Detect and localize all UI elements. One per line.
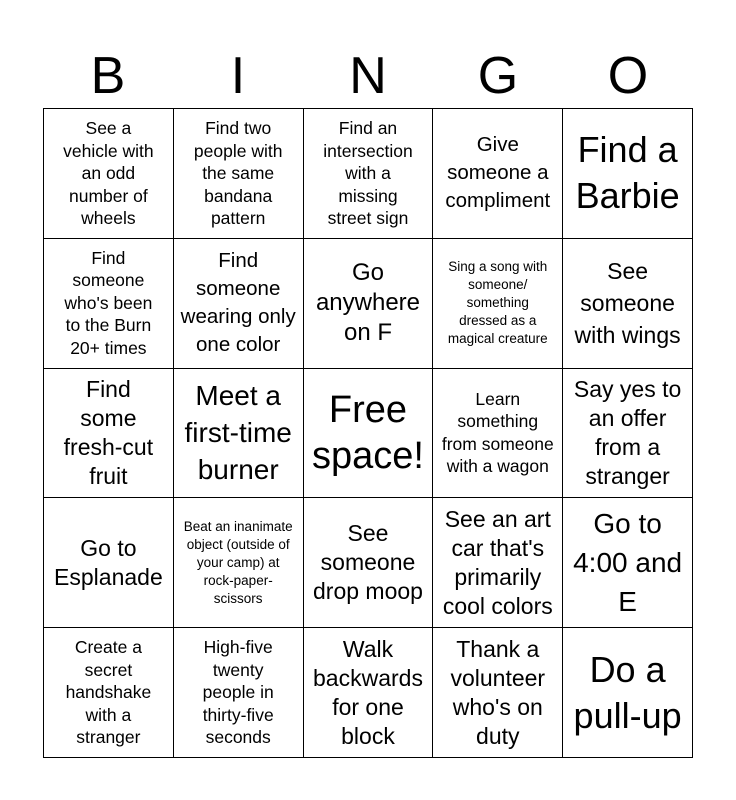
- bingo-cell-n2[interactable]: [304, 239, 434, 369]
- cell-label: Find a Barbie: [575, 129, 680, 217]
- cell-label: Beat an inanimate object (outside of your camp) at rock-paper-scissors: [183, 518, 293, 606]
- bingo-cell-g2[interactable]: [433, 239, 563, 369]
- cell-label: Learn something from someone with a wagon: [441, 388, 554, 477]
- cell-label: Walk backwards for one block: [313, 635, 423, 749]
- header-letter-g: G: [477, 47, 519, 105]
- bingo-cell-b3[interactable]: [44, 369, 174, 499]
- cell-label: Say yes to an offer from a stranger: [573, 375, 682, 489]
- cell-label: Free space!: [312, 388, 424, 477]
- bingo-cell-i1[interactable]: [174, 109, 304, 239]
- cell-label: See an art car that's primarily cool colors: [442, 505, 553, 619]
- header-letter-o: O: [607, 47, 649, 105]
- cell-label: Find someone wearing only one color: [180, 249, 296, 357]
- bingo-cell-i5[interactable]: [174, 628, 304, 758]
- cell-label: Go to Esplanade: [54, 534, 163, 590]
- bingo-cell-i3[interactable]: [174, 369, 304, 499]
- bingo-cell-g3[interactable]: [433, 369, 563, 499]
- header-letter-n: N: [349, 47, 387, 105]
- bingo-cell-b1[interactable]: [44, 109, 174, 239]
- bingo-header: [43, 44, 693, 108]
- cell-label: Find someone who's been to the Burn 20+ times: [64, 247, 153, 358]
- cell-label: Go to 4:00 and E: [573, 508, 683, 618]
- cell-label: Sing a song with someone/ something dressed as a magical creature: [447, 259, 548, 347]
- bingo-cell-o1[interactable]: [563, 109, 693, 239]
- cell-label: Do a pull-up: [573, 648, 682, 736]
- bingo-cell-n4[interactable]: [304, 498, 434, 628]
- bingo-cell-i2[interactable]: [174, 239, 304, 369]
- bingo-board: [43, 108, 693, 758]
- bingo-cell-g5[interactable]: [433, 628, 563, 758]
- cell-label: High-five twenty people in thirty-five seconds: [202, 637, 274, 748]
- bingo-cell-n5[interactable]: [304, 628, 434, 758]
- cell-label: Find two people with the same bandana pattern: [193, 118, 283, 229]
- cell-label: Find some fresh-cut fruit: [63, 375, 154, 489]
- bingo-cell-o3[interactable]: [563, 369, 693, 499]
- cell-label: See someone drop moop: [313, 520, 423, 605]
- bingo-cell-o5[interactable]: [563, 628, 693, 758]
- bingo-cell-i4[interactable]: [174, 498, 304, 628]
- bingo-cell-g4[interactable]: [433, 498, 563, 628]
- cell-label: Create a secret handshake with a stranger: [65, 637, 152, 748]
- bingo-cell-n3[interactable]: [304, 369, 434, 499]
- bingo-cell-g1[interactable]: [433, 109, 563, 239]
- cell-label: Give someone a compliment: [445, 133, 551, 213]
- header-letter-b: B: [90, 47, 126, 105]
- cell-label: See someone with wings: [574, 258, 681, 349]
- bingo-cell-n1[interactable]: [304, 109, 434, 239]
- header-letter-i: I: [230, 47, 246, 105]
- bingo-cell-o2[interactable]: [563, 239, 693, 369]
- bingo-cell-b5[interactable]: [44, 628, 174, 758]
- cell-label: Go anywhere on F: [315, 259, 421, 347]
- cell-label: Find an intersection with a missing street sign: [323, 118, 413, 229]
- bingo-cell-b2[interactable]: [44, 239, 174, 369]
- cell-label: Thank a volunteer who's on duty: [450, 635, 546, 749]
- bingo-cell-o4[interactable]: [563, 498, 693, 628]
- cell-label: See a vehicle with an odd number of wheels: [63, 118, 154, 229]
- bingo-cell-b4[interactable]: [44, 498, 174, 628]
- cell-label: Meet a first-time burner: [184, 380, 292, 486]
